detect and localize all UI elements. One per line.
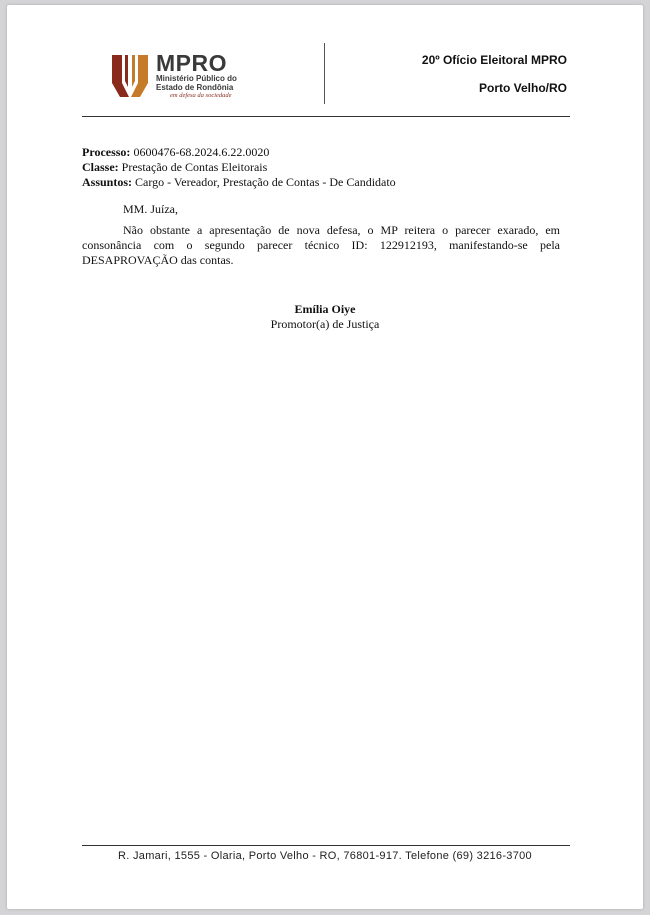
office-name: 20º Ofício Eleitoral MPRO xyxy=(421,53,567,67)
logo-subtitle xyxy=(156,75,237,92)
assuntos-row xyxy=(82,175,396,190)
document-page xyxy=(7,5,643,909)
header-vertical-divider xyxy=(324,43,325,104)
footer-divider xyxy=(82,845,570,846)
signatory-role: Promotor(a) de Justiça xyxy=(270,317,380,331)
classe-row xyxy=(82,160,396,175)
signature-block xyxy=(7,302,643,332)
mpro-logo xyxy=(110,51,260,107)
mpro-emblem-icon xyxy=(110,53,150,99)
classe-label: Classe: xyxy=(82,160,119,174)
header-divider xyxy=(82,116,570,117)
assuntos-label: Assuntos: xyxy=(82,175,133,189)
office-location: Porto Velho/RO xyxy=(478,81,567,95)
logo-subtitle-line1: Ministério Público do xyxy=(156,74,237,83)
classe-value: Prestação de Contas Eleitorais xyxy=(118,160,268,174)
logo-subtitle-line2: Estado de Rondônia xyxy=(156,82,234,92)
processo-label: Processo: xyxy=(82,145,131,159)
logo-wordmark: MPRO xyxy=(156,50,227,76)
logo-tagline: em defesa da sociedade xyxy=(170,92,232,99)
header-office-block xyxy=(422,53,567,95)
assuntos-value: Cargo - Vereador, Prestação de Contas - De Candidato xyxy=(132,175,396,189)
case-metadata xyxy=(82,145,396,190)
body-paragraph: Não obstante a apresentação de nova defesa, o MP reitera o parecer exarado, em consonância com o segundo parecer técnico ID: 122912193, manifestando-se pela DESAPROVAÇÃO das contas. xyxy=(82,223,560,267)
processo-row xyxy=(82,145,396,160)
salutation: MM. Juíza, xyxy=(123,202,178,216)
signatory-name: Emília Oiye xyxy=(294,302,356,316)
processo-value: 0600476-68.2024.6.22.0020 xyxy=(130,145,270,159)
footer-address: R. Jamari, 1555 - Olaria, Porto Velho - RO, 76801-917. Telefone (69) 3216-3700 xyxy=(118,850,532,862)
